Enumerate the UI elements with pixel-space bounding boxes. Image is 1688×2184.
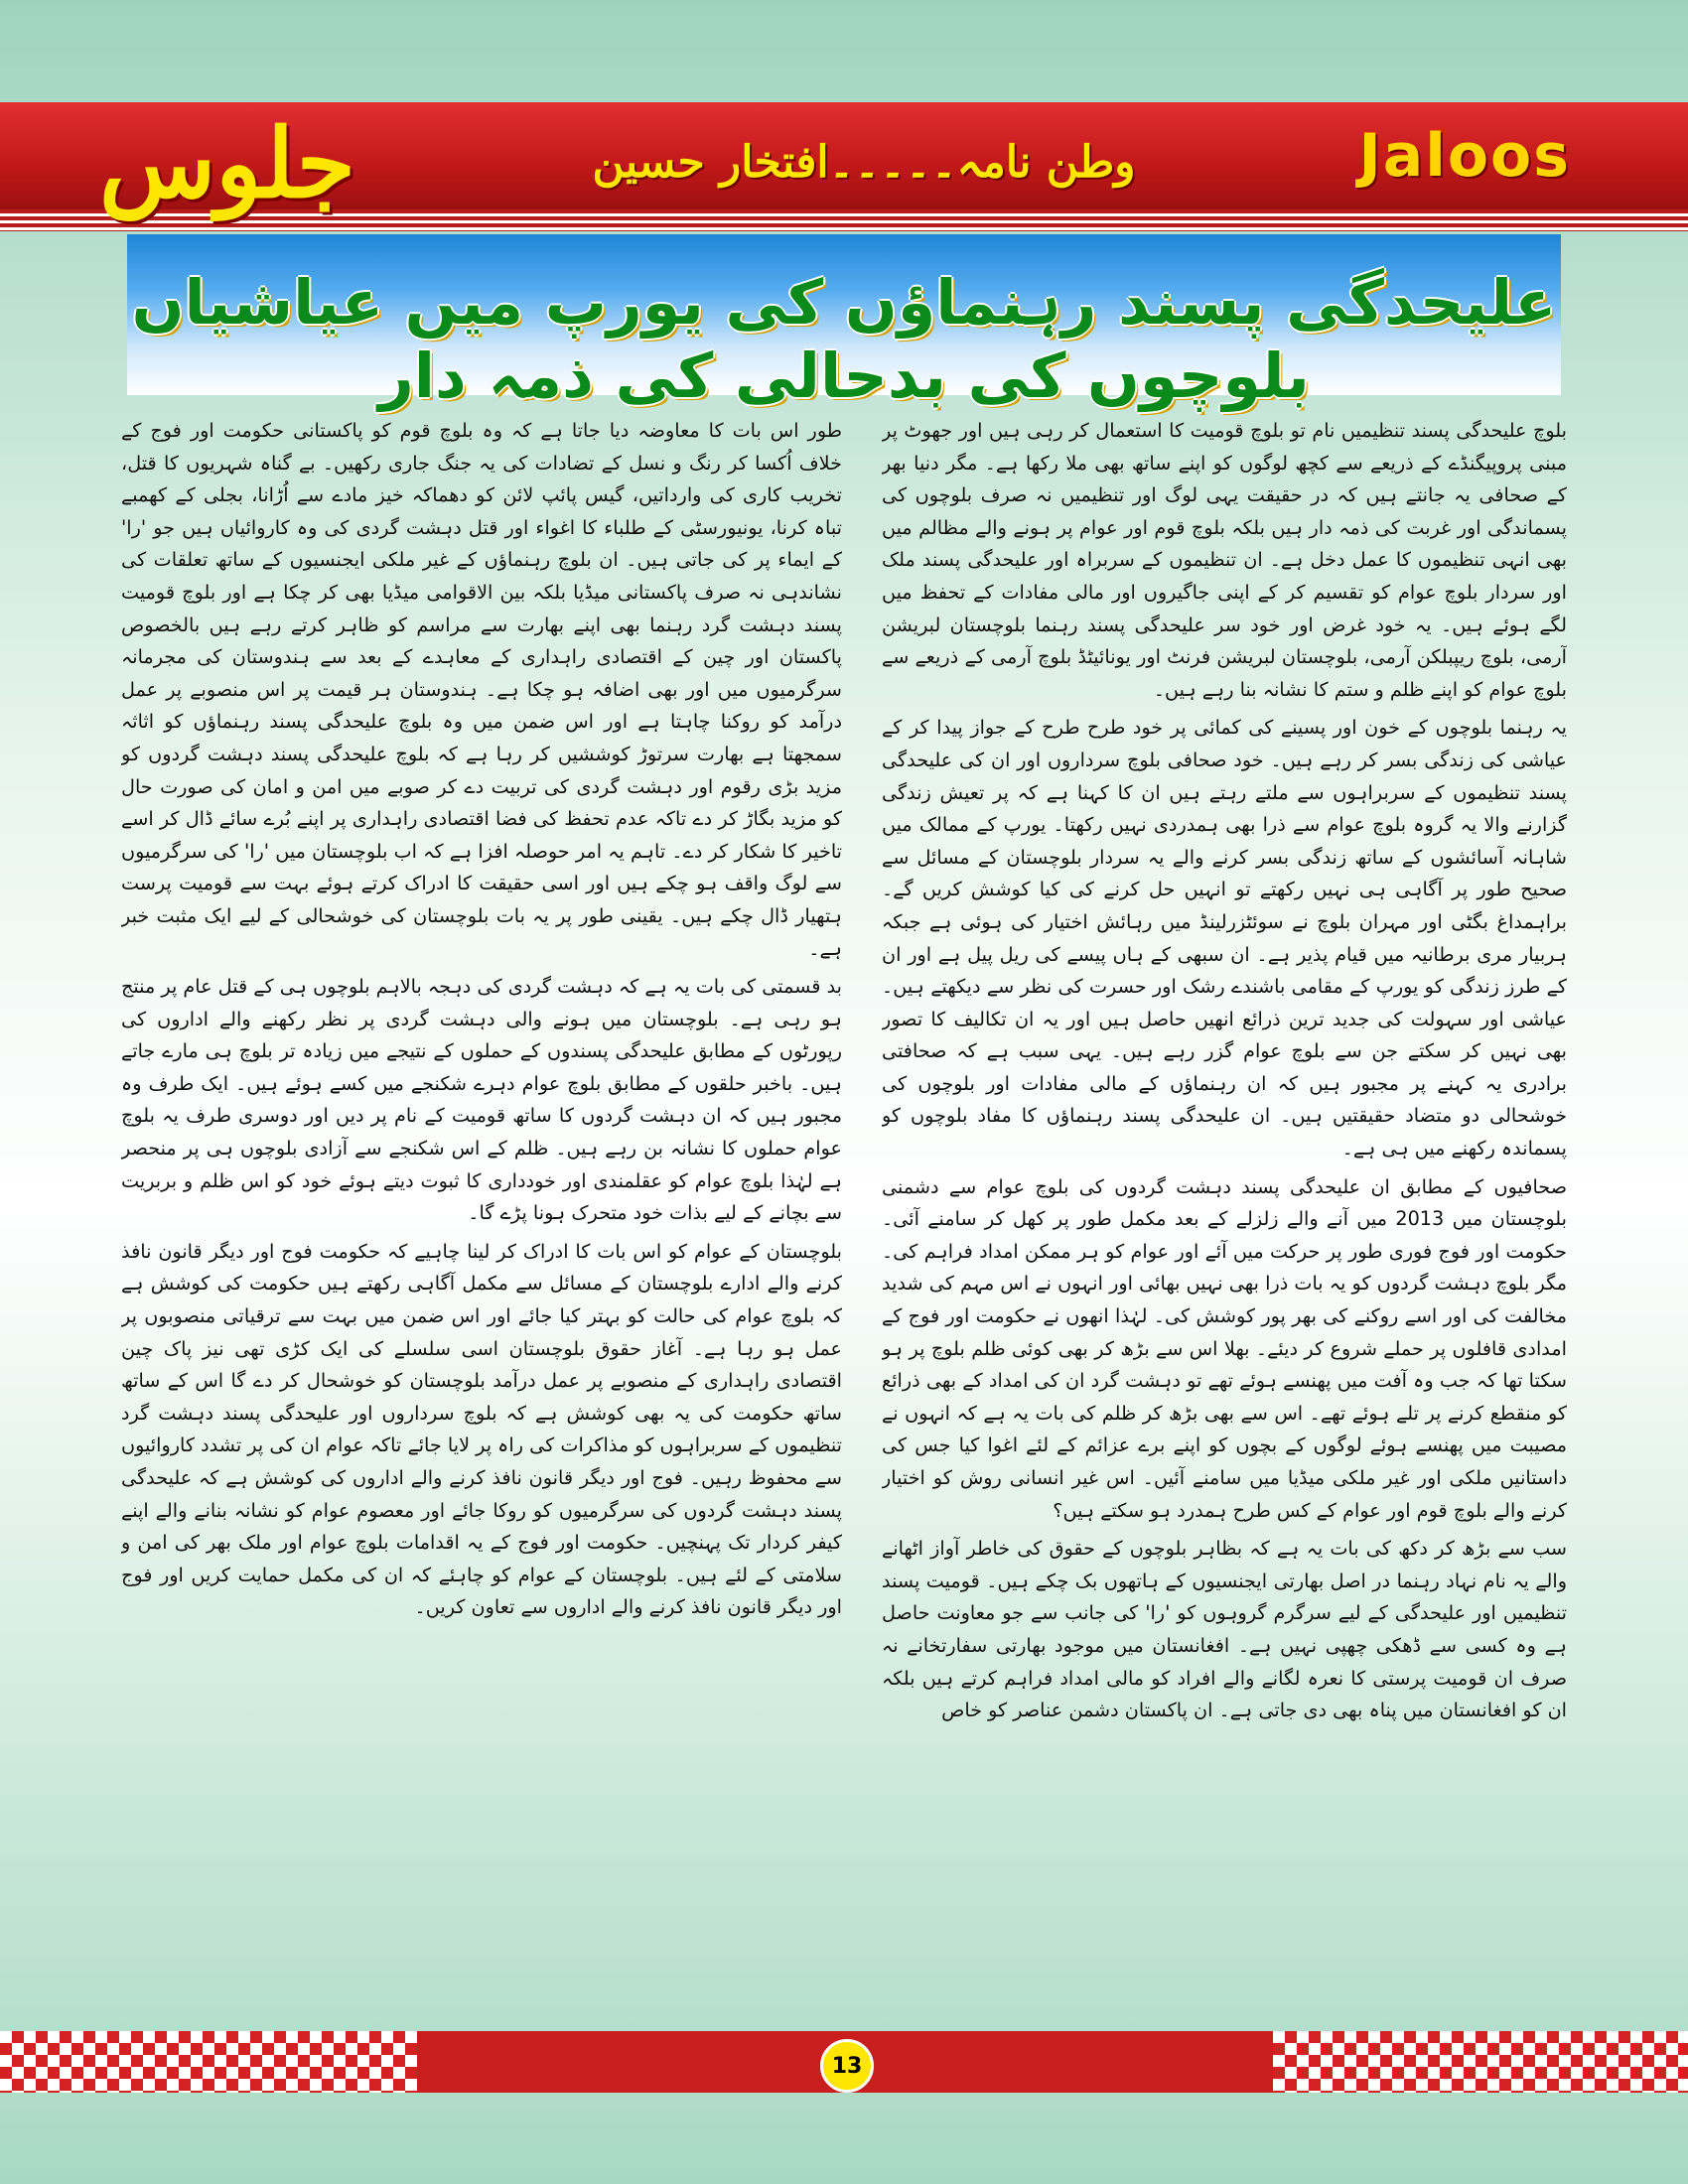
paragraph: بد قسمتی کی بات یہ ہے کہ دہشت گردی کی دہجہ بالاہم بلوچوں ہی کے قتل عام پر منتج ہو رہی ہے۔ بلوچستان میں ہونے والی دہشت گردی پر نظر رکھنے والے اداروں کی رپورٹوں کے مطابق علیحدگی پسندوں کے حملوں کے نتیجے میں زیادہ تر بلوچ ہی مارے جاتے ہیں۔ باخبر حلقوں کے مطابق بلوچ عوام دہرے شکنجے میں کسے ہوئے ہیں۔ ایک طرف وہ مجبور ہیں کہ ان دہشت گردوں کا ساتھ قومیت کے نام پر دیں اور دوسری طرف یہ بلوچ عوام حملوں کا نشانہ بن رہے ہیں۔ ظلم کے اس شکنجے سے آزادی بلوچوں ہی پر منحصر ہے لہٰذا بلوچ عوام کو عقلمندی اور خودداری کا ثبوت دیتے ہوئے خود کو اس ظلم و بربریت سے بچانے کے لیے بذات خود متحرک ہونا پڑے گا۔ (121, 975, 842, 1225)
article-column-right (882, 415, 1567, 2015)
paragraph: یہ رہنما بلوچوں کے خون اور پسینے کی کمائی پر خود طرح طرح کے جواز پیدا کر کے عیاشی کی زندگی بسر کر رہے ہیں۔ خود صحافی بلوچ سرداروں اور ان کی علیحدگی پسند تنظیموں کے سربراہوں سے ملتے رہتے ہیں ان کا کہنا ہے کہ پر تعیش زندگی گزارنے والا یہ گروہ بلوچ عوام سے ذرا بھی ہمدردی نہیں رکھتا۔ یورپ کے ممالک میں شاہانہ آسائشوں کے ساتھ زندگی بسر کرنے والے یہ سردار بلوچستان کے مسائل سے صحیح طور پر آگاہی ہی نہیں رکھتے تو انہیں حل کرنے کی کیا کوشش کریں گے۔ براہمداغ بگٹی اور مہران بلوچ نے سوئٹزرلینڈ میں رہائش اختیار کی ہوئی ہے جبکہ ہربیار مری برطانیہ میں قیام پذیر ہے۔ ان سبھی کے ہاں پیسے کی ریل پیل ہے اور ان کے طرز زندگی کو یورپ کے مقامی باشندے رشک اور حسرت کی نظر سے دیکھتے ہیں۔ عیاشی اور سہولت کی جدید ترین ذرائع انھیں حاصل ہیں اور یہ ان تکالیف کا تصور بھی نہیں کر سکتے جن سے بلوچ عوام گزر رہے ہیں۔ یہی سبب ہے کہ صحافتی برادری یہ کہنے پر مجبور ہیں کہ ان رہنماؤں کے مالی مفادات اور بلوچوں کی خوشحالی دو متضاد حقیقتیں ہیں۔ ان علیحدگی پسند رہنماؤں کا مفاد بلوچوں کو پسماندہ رکھنے میں ہی ہے۔ (882, 716, 1567, 1160)
article-column-left (121, 415, 842, 2015)
article-headline: علیحدگی پسند رہنماؤں کی یورپ میں عیاشیاں بلوچوں کی بدحالی کی ذمہ دار (131, 266, 1557, 413)
page-number: 13 (820, 2039, 874, 2093)
magazine-logo-latin: Jaloos (1358, 121, 1571, 191)
paragraph: بلوچستان کے عوام کو اس بات کا ادراک کر لینا چاہیے کہ حکومت فوج اور دیگر قانون نافذ کرنے والے ادارے بلوچستان کے مسائل سے مکمل آگاہی رکھتے ہیں حکومت کی کوشش ہے کہ بلوچ عوام کی حالت کو بہتر کیا جائے اور اس ضمن میں بہت سے ترقیاتی منصوبوں پر عمل ہو رہا ہے۔ آغاز حقوق بلوچستان اسی سلسلے کی ایک کڑی تھی نیز پاک چین اقتصادی راہداری کے منصوبے پر عمل درآمد بلوچستان کو خوشحال کر دے گا اس کے ساتھ ساتھ حکومت کی یہ بھی کوشش ہے کہ بلوچ سرداروں اور علیحدگی پسند دہشت گرد تنظیموں کے سربراہوں کو مذاکرات کی راہ پر لایا جائے تاکہ عوام ان کی پر تشدد کاروائیوں سے محفوظ رہیں۔ فوج اور دیگر قانون نافذ کرنے والے اداروں کی کوشش ہے کہ علیحدگی پسند دہشت گردوں کی سرگرمیوں کو روکا جائے اور معصوم عوام کو نشانہ بنانے والے اپنے کیفر کردار تک پہنچیں۔ حکومت اور فوج کے یہ اقدامات بلوچ عوام اور ملک بھر کی امن و سلامتی کے لئے ہیں۔ بلوچستان کے عوام کو چاہئے کہ ان کی مکمل حمایت کریں اور فوج اور دیگر قانون نافذ کرنے والے اداروں سے تعاون کریں۔ (121, 1239, 842, 1619)
paragraph: طور اس بات کا معاوضہ دیا جاتا ہے کہ وہ بلوچ قوم کو پاکستانی حکومت اور فوج کے خلاف اُکسا کر رنگ و نسل کے تضادات کی یہ جنگ جاری رکھیں۔ بے گناہ شہریوں کا قتل، تخریب کاری کی وارداتیں، گیس پائپ لائن کو دھماکہ خیز مادے سے اُڑانا، بجلی کے کھمبے تباہ کرنا، یونیورسٹی کے طلباء کا اغواء اور قتل دہشت گردی کی وہ کاروائیاں ہیں جو 'را' کے ایماء پر کی جاتی ہیں۔ ان بلوچ رہنماؤں کے غیر ملکی ایجنسیوں کے ساتھ تعلقات کی نشاندہی نہ صرف پاکستانی میڈیا بلکہ بین الاقوامی میڈیا بھی کر چکا ہے اور بلوچ قومیت پسند دہشت گرد رہنما بھی اپنے بھارت سے مراسم کو ظاہر کرتے رہے ہیں بالخصوص پاکستان اور چین کے اقتصادی راہداری کے معاہدے کے بعد سے ہندوستان کی مجرمانہ سرگرمیوں میں اور بھی اضافہ ہو چکا ہے۔ ہندوستان ہر قیمت پر اس منصوبے پر عمل درآمد کو روکنا چاہتا ہے اور اس ضمن میں وہ بلوچ علیحدگی پسند رہنماؤں کو اثاثہ سمجھتا ہے بھارت سرتوڑ کوششیں کر رہا ہے کہ بلوچ علیحدگی پسند دہشت گردوں کو مزید بڑی رقوم اور دہشت گردی کی تربیت دے کر صوبے میں امن و امان کی صورت حال کو مزید بگاڑ کر دے تاکہ عدم تحفظ کی فضا اقتصادی راہداری پر اپنے بُرے سائے ڈال کر اسے تاخیر کا شکار کر دے۔ تاہم یہ امر حوصلہ افزا ہے کہ اب بلوچستان میں 'را' کی سرگرمیوں سے لوگ واقف ہو چکے ہیں اور اسی حقیقت کا ادراک کرتے ہوئے بہت سے قومیت پرست ہتھیار ڈال چکے ہیں۔ یقینی طور پر یہ بات بلوچستان کی خوشحالی کے لیے ایک مثبت خبر ہے۔ (121, 419, 842, 960)
magazine-logo-urdu: جلوس (99, 107, 355, 219)
paragraph: بلوچ علیحدگی پسند تنظیمیں نام تو بلوچ قومیت کا استعمال کر رہی ہیں اور جھوٹ پر مبنی پروپیگنڈے کے ذریعے سے کچھ لوگوں کو اپنے ساتھ بھی ملا رکھا ہے۔ مگر دنیا بھر کے صحافی یہ جانتے ہیں کہ در حقیقت یہی لوگ اور تنظیمیں نہ صرف بلوچوں کی پسماندگی اور غربت کی ذمہ دار ہیں بلکہ بلوچ قوم اور عوام پر ہونے والے مظالم میں بھی انہی تنظیموں کا عمل دخل ہے۔ ان تنظیموں کے سربراہ اور علیحدگی پسند ملک اور سردار بلوچ عوام کو تقسیم کر کے اپنی جاگیروں اور مالی مفادات کے تحفظ میں لگے ہوئے ہیں۔ یہ خود غرض اور خود سر علیحدگی پسند رہنما بلوچستان لبریشن آرمی، بلوچ ریپبلکن آرمی، بلوچستان لبریشن فرنٹ اور یونائیٹڈ بلوچ آرمی کے ذریعے سے بلوچ عوام کو اپنے ظلم و ستم کا نشانہ بنا رہے ہیں۔ (882, 419, 1567, 701)
checker-pattern-right (1273, 2031, 1688, 2093)
checker-pattern-left (0, 2031, 417, 2093)
column-title: وطن نامہ۔۔۔۔۔افتخار حسین (592, 137, 1136, 188)
paragraph: صحافیوں کے مطابق ان علیحدگی پسند دہشت گردوں کی بلوچ عوام سے دشمنی بلوچستان میں 2013 میں آنے والے زلزلے کے بعد مکمل طور پر کھل کر سامنے آئی۔ حکومت اور فوج فوری طور پر حرکت میں آئے اور عوام کو ہر ممکن امداد فراہم کی۔ مگر بلوچ دہشت گردوں کو یہ بات ذرا بھی نہیں بھائی اور انہوں نے اس مہم کی شدید مخالفت کی اور اسے روکنے کی بھر پور کوشش کی۔ لہٰذا انھوں نے حکومت اور فوج کے امدادی قافلوں پر حملے شروع کر دیئے۔ بھلا اس سے بڑھ کر بھی کوئی ظلم بلوچ پر ہو سکتا تھا کہ جب وہ آفت میں پھنسے ہوئے تھے تو دہشت گرد ان کی امداد کے بھی ذرائع کو منقطع کرنے پر تلے ہوئے تھے۔ اس سے بھی بڑھ کر ظلم کی بات یہ ہے کہ انہوں نے مصیبت میں پھنسے ہوئے لوگوں کے بچوں کو اپنے برے عزائم کے لئے اغوا کیا جس کی داستانیں ملکی اور غیر ملکی میڈیا میں سامنے آئیں۔ اس غیر انسانی روش کو اختیار کرنے والے بلوچ قوم اور عوام کے کس طرح ہمدرد ہو سکتے ہیں؟ (882, 1174, 1567, 1522)
paragraph: سب سے بڑھ کر دکھ کی بات یہ ہے کہ بظاہر بلوچوں کے حقوق کی خاطر آواز اٹھانے والے یہ نام نہاد رہنما در اصل بھارتی ایجنسیوں کے ہاتھوں بک چکے ہیں۔ قومیت پسند تنظیمیں اور علیحدگی کے لیے سرگرم گروہوں کو 'را' کی جانب سے جو معاونت حاصل ہے وہ کسی سے ڈھکی چھپی نہیں ہے۔ افغانستان میں موجود بھارتی سفارتخانے نہ صرف ان قومیت پرستی کا نعرہ لگانے والے افراد کو مالی امداد فراہم کرتے ہیں بلکہ ان کو افغانستان میں پناہ بھی دی جاتی ہے۔ ان پاکستان دشمن عناصر کو خاص (882, 1537, 1567, 1722)
